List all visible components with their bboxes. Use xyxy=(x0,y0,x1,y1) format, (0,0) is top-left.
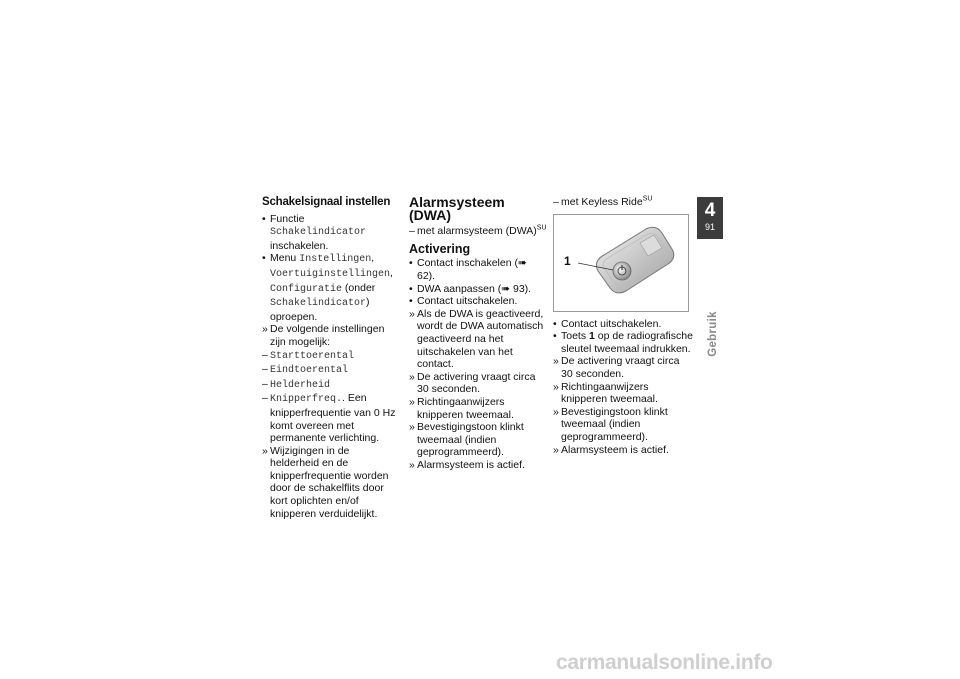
menu-term: Schakelindicator xyxy=(270,298,367,310)
list-item xyxy=(553,318,693,331)
page-reference-arrow-icon: ➠ xyxy=(501,282,511,295)
bullet-mark: » xyxy=(553,380,559,393)
instruction-text: Als de DWA is geactiveerd, wordt de DWA automatisch geactiveerd na het uitschakelen van het contact. xyxy=(417,307,544,371)
instruction-list xyxy=(262,213,400,521)
instruction-text: Menu xyxy=(270,252,300,265)
list-item xyxy=(262,349,400,364)
bullet-mark: » xyxy=(553,405,559,418)
list-item xyxy=(409,396,547,421)
bullet-mark: » xyxy=(262,444,268,457)
list-item xyxy=(262,323,400,348)
instruction-text: Contact uitschakelen. xyxy=(561,317,662,330)
instruction-text: De volgende instellingen zijn mogelijk: xyxy=(270,323,385,348)
menu-term: Voertuiginstellingen xyxy=(270,268,391,280)
bullet-mark: • xyxy=(262,212,266,225)
list-item xyxy=(262,378,400,393)
list-item xyxy=(553,406,693,444)
column-schakelsignaal xyxy=(262,196,400,520)
figure-callout: 1 xyxy=(564,253,571,268)
key-reference: 1 xyxy=(589,330,595,343)
instruction-text: Richtingaanwijzers knipperen tweemaal. xyxy=(417,395,514,421)
key-fob-icon xyxy=(554,215,688,311)
condition-text: met Keyless Ride xyxy=(561,196,643,208)
bullet-mark: • xyxy=(409,257,413,270)
instruction-text: . Een knipperfrequentie van 0 Hz komt overeen met permanente verlichting. xyxy=(270,392,396,445)
column-alarmsysteem xyxy=(409,196,547,471)
instruction-text: Toets xyxy=(561,330,590,343)
menu-term: Configuratie xyxy=(270,283,343,295)
instruction-text: Richtingaanwijzers knipperen tweemaal. xyxy=(561,380,658,406)
dash-mark: – xyxy=(409,225,415,238)
instruction-text: op de radiografische sleutel tweemaal indrukken. xyxy=(561,330,693,355)
bullet-mark: » xyxy=(409,421,415,434)
list-item xyxy=(262,213,400,253)
page-number: 91 xyxy=(704,222,715,232)
radio-key-figure xyxy=(553,214,689,312)
instruction-text: 93). xyxy=(510,282,532,295)
instruction-text: , xyxy=(390,266,393,279)
menu-term: Schakelindicator xyxy=(270,227,367,239)
bullet-mark: » xyxy=(409,307,415,320)
list-item xyxy=(409,283,547,296)
column-keyless-ride xyxy=(553,196,693,456)
bullet-mark: » xyxy=(262,323,268,336)
menu-term: Instellingen xyxy=(299,254,372,266)
list-item xyxy=(262,392,400,444)
instruction-text: Contact inschakelen ( xyxy=(417,257,518,270)
bullet-mark: • xyxy=(553,317,557,330)
list-item xyxy=(409,257,547,282)
list-item xyxy=(553,444,693,457)
page-reference-arrow-icon: ➠ xyxy=(517,257,527,270)
list-item xyxy=(409,459,547,472)
chapter-number: 4 xyxy=(704,200,716,221)
list-item xyxy=(409,295,547,308)
list-item xyxy=(262,363,400,378)
condition-line xyxy=(409,225,547,238)
instruction-text: ) oproepen. xyxy=(270,296,370,323)
bullet-mark: » xyxy=(409,458,415,471)
list-item xyxy=(409,421,547,459)
list-item xyxy=(553,381,693,406)
instruction-text: Bevestigingstoon klinkt tweemaal (indien geprogrammeerd). xyxy=(561,405,668,443)
bullet-mark: • xyxy=(553,330,557,343)
subheading-activering: Activering xyxy=(409,241,471,256)
section-heading: Schakelsignaal instellen xyxy=(262,196,391,208)
instruction-text: Alarmsysteem is actief. xyxy=(561,443,669,456)
chapter-heading: Alarmsysteem (DWA) xyxy=(409,194,505,223)
watermark-text: carmanualsonline.info xyxy=(556,651,773,674)
section-label: Gebruik xyxy=(706,311,719,357)
list-item xyxy=(409,371,547,396)
condition-sup: SU xyxy=(536,224,547,232)
instruction-text: Alarmsysteem is actief. xyxy=(417,458,525,471)
list-item xyxy=(262,252,400,323)
dash-mark: – xyxy=(553,196,559,208)
instruction-text: Functie xyxy=(270,212,305,225)
list-item xyxy=(553,330,693,355)
instruction-text: De activering vraagt circa 30 seconden. xyxy=(417,370,536,396)
instruction-text: Contact uitschakelen. xyxy=(417,295,518,308)
bullet-mark: – xyxy=(262,348,268,361)
bullet-mark: » xyxy=(553,443,559,456)
instruction-text: Bevestigingstoon klinkt tweemaal (indien geprogrammeerd). xyxy=(417,421,524,459)
bullet-mark: » xyxy=(553,355,559,368)
bullet-mark: • xyxy=(409,282,413,295)
instruction-text: 62). xyxy=(417,269,436,282)
bullet-mark: – xyxy=(262,363,268,376)
menu-term: Knipperfreq. xyxy=(270,394,343,406)
instruction-text: Wijzigingen in de helderheid en de knipperfrequentie worden door de schakelflits door kort oplichten en/of knipperen verduidelijkt. xyxy=(270,444,389,520)
instruction-text: DWA aanpassen ( xyxy=(417,282,502,295)
bullet-mark: – xyxy=(262,377,268,390)
bullet-mark: • xyxy=(262,252,266,265)
instruction-text: inschakelen. xyxy=(270,239,329,252)
instruction-list xyxy=(553,318,693,457)
condition-text: met alarmsysteem (DWA) xyxy=(417,225,537,238)
list-item xyxy=(409,308,547,371)
instruction-text: (onder xyxy=(342,281,376,294)
instruction-list xyxy=(409,257,547,471)
condition-sup: SU xyxy=(642,195,653,203)
menu-term: Helderheid xyxy=(270,379,331,391)
bullet-mark: » xyxy=(409,370,415,383)
bullet-mark: – xyxy=(262,392,268,405)
list-item xyxy=(553,355,693,380)
bullet-mark: • xyxy=(409,295,413,308)
condition-line xyxy=(553,196,693,209)
list-item xyxy=(262,445,400,521)
instruction-text: De activering vraagt circa 30 seconden. xyxy=(561,355,680,380)
menu-term: Eindtoerental xyxy=(270,365,349,377)
instruction-text: , xyxy=(371,252,375,265)
bullet-mark: » xyxy=(409,395,415,408)
menu-term: Starttoerental xyxy=(270,350,355,362)
chapter-tab xyxy=(697,197,723,239)
